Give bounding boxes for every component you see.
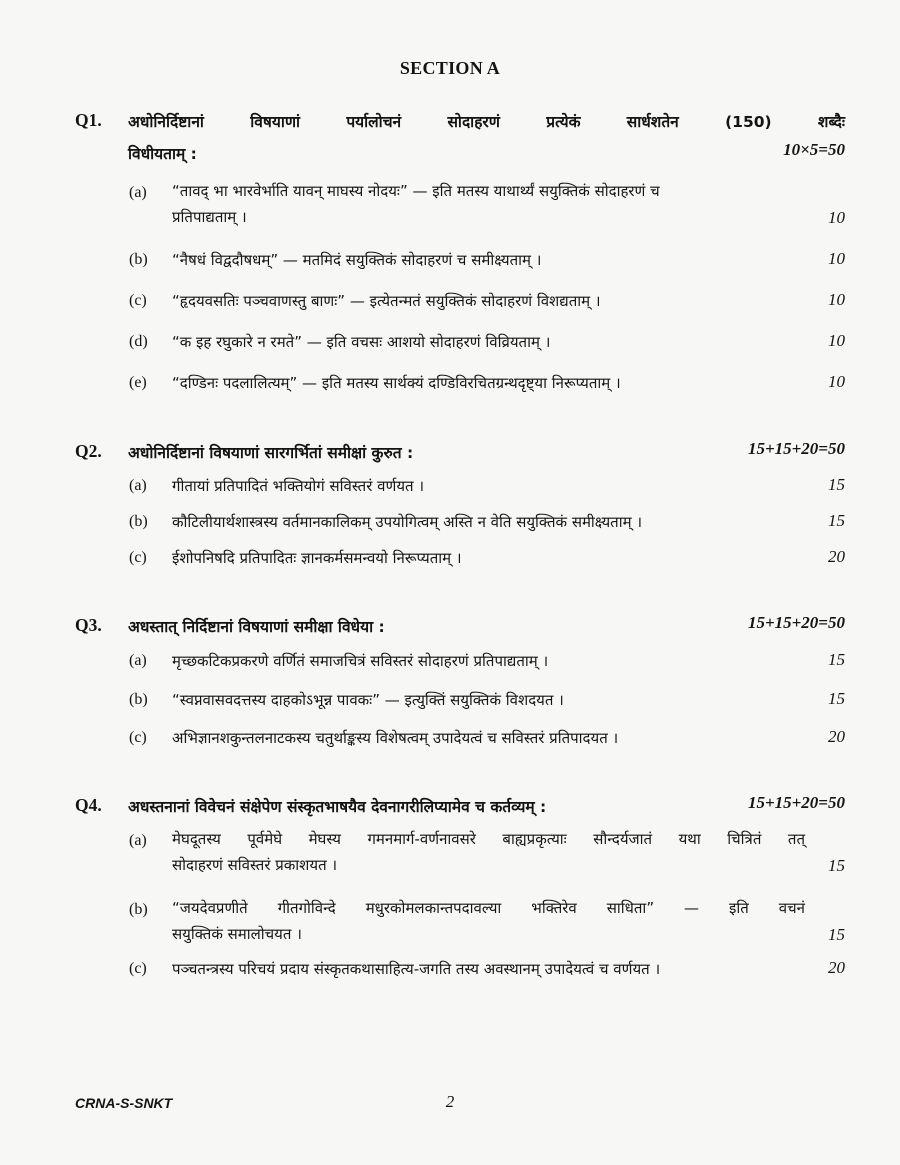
part-label: (b)	[129, 901, 148, 918]
part-label: (e)	[129, 374, 147, 391]
part-marks: 15	[828, 511, 845, 530]
part-text: ईशोपनिषदि प्रतिपादितः ज्ञानकर्मसमन्वयो निरूप्यताम् ।	[172, 549, 462, 567]
question-text-line-1: अधोनिर्दिष्टानां विषयाणां पर्यालोचनं सोदाहरणं प्रत्येकं सार्धशतेन (150) शब्दैः	[128, 113, 845, 131]
section-title: SECTION A	[399, 58, 501, 78]
part-label: (a)	[129, 477, 147, 494]
part-label: (d)	[129, 333, 148, 350]
question-3-part-a	[129, 648, 845, 674]
question-3-part-c	[129, 725, 845, 751]
part-marks: 20	[828, 958, 845, 977]
part-marks: 15	[828, 650, 845, 669]
part-marks: 10	[828, 372, 845, 391]
question-marks: 15+15+20=50	[747, 613, 845, 632]
part-text: “दण्डिनः पदलालित्यम्” — इति मतस्य सार्थक्यं दण्डिविरचितग्रन्थदृष्ट्या निरूप्यताम् ।	[172, 374, 621, 392]
question-text: अधस्तनानां विवेचनं संक्षेपेण संस्कृतभाषयैव देवनागरीलिप्यामेव च कर्तव्यम् :	[128, 798, 547, 816]
part-label: (b)	[129, 691, 148, 708]
part-label: (a)	[129, 832, 147, 849]
part-text-line-2: सोदाहरणं सविस्तरं प्रकाशयत ।	[172, 856, 338, 874]
question-3-part-b	[129, 687, 845, 713]
part-label: (b)	[129, 513, 148, 530]
part-text	[172, 895, 805, 947]
part-label: (c)	[129, 960, 147, 977]
part-marks: 15	[828, 856, 845, 875]
question-text	[128, 106, 845, 170]
question-4-part-b	[129, 895, 845, 949]
question-number: Q1.	[75, 110, 102, 130]
part-text: “स्वप्नवासवदत्तस्य दाहकोऽभून्न पावकः” — इत्युक्तिं सयुक्तिकं विशदयत ।	[172, 691, 564, 709]
part-marks: 10	[828, 290, 845, 309]
question-text: अधस्तात् निर्दिष्टानां विषयाणां समीक्षा विधेया :	[128, 618, 385, 636]
question-2-header	[75, 437, 845, 469]
question-number: Q3.	[75, 615, 102, 635]
question-1-part-b	[129, 247, 845, 273]
part-text: अभिज्ञानशकुन्तलनाटकस्य चतुर्थाङ्कस्य विशेषत्वम् उपादेयत्वं च सविस्तरं प्रतिपादयत ।	[172, 729, 619, 747]
question-4-header	[75, 791, 845, 823]
question-2-part-c	[129, 545, 845, 571]
part-label: (b)	[129, 251, 148, 268]
part-label: (c)	[129, 729, 147, 746]
question-text-line-2: विधीयताम् :	[128, 145, 197, 163]
question-text: अधोनिर्दिष्टानां विषयाणां सारगर्भितां समीक्षां कुरुत :	[128, 444, 414, 462]
part-marks: 20	[828, 727, 845, 746]
question-marks: 10×5=50	[783, 140, 845, 159]
part-text: पञ्चतन्त्रस्य परिचयं प्रदाय संस्कृतकथासाहित्य-जगति तस्य अवस्थानम् उपादेयत्वं च वर्णयत ।	[172, 960, 661, 978]
question-4-part-a	[129, 826, 845, 880]
part-text: मृच्छकटिकप्रकरणे वर्णितं समाजचित्रं सविस्तरं सोदाहरणं प्रतिपाद्यताम् ।	[172, 652, 549, 670]
part-marks: 15	[828, 689, 845, 708]
paper-code: CRNA-S-SNKT	[75, 1095, 173, 1111]
question-marks: 15+15+20=50	[747, 439, 845, 458]
question-1-part-a	[129, 178, 845, 232]
question-number: Q4.	[75, 795, 102, 815]
question-4-part-c	[129, 956, 845, 982]
part-text: “क इह रघुकारे न रमते” — इति वचसः आशयो सोदाहरणं विव्रियताम् ।	[172, 333, 551, 351]
part-label: (c)	[129, 549, 147, 566]
part-text	[172, 178, 805, 230]
part-label: (a)	[129, 184, 147, 201]
part-text: “हृदयवसतिः पञ्चवाणस्तु बाणः” — इत्येतन्मतं सयुक्तिकं सोदाहरणं विशद्यताम् ।	[172, 292, 601, 310]
part-marks: 10	[828, 249, 845, 268]
question-2-part-a	[129, 473, 845, 499]
part-marks: 10	[828, 331, 845, 350]
question-1-header	[75, 106, 845, 170]
question-1-part-e	[129, 370, 845, 396]
question-3-header	[75, 611, 845, 643]
part-text-line-1: “तावद् भा भारवेर्भाति यावन् माघस्य नोदयः” — इति मतस्य याथार्थ्यं सयुक्तिकं सोदाहरणं च	[172, 182, 660, 200]
part-marks: 10	[828, 208, 845, 227]
part-text: गीतायां प्रतिपादितं भक्तियोगं सविस्तरं वर्णयत ।	[172, 477, 425, 495]
part-text: कौटिलीयार्थशास्त्रस्य वर्तमानकालिकम् उपयोगित्वम् अस्ति न वेति सयुक्तिकं समीक्ष्यताम् ।	[172, 513, 643, 531]
question-number: Q2.	[75, 441, 102, 461]
part-text: “नैषधं विद्वदौषधम्” — मतमिदं सयुक्तिकं सोदाहरणं च समीक्ष्यताम् ।	[172, 251, 542, 269]
part-marks: 20	[828, 547, 845, 566]
part-label: (c)	[129, 292, 147, 309]
part-marks: 15	[828, 475, 845, 494]
part-marks: 15	[828, 925, 845, 944]
question-2-part-b	[129, 509, 845, 535]
part-label: (a)	[129, 652, 147, 669]
question-1-part-d	[129, 329, 845, 355]
part-text	[172, 826, 805, 878]
question-marks: 15+15+20=50	[747, 793, 845, 812]
part-text-line-1: “जयदेवप्रणीते गीतगोविन्दे मधुरकोमलकान्तपदावल्या भक्तिरेव साधिता” — इति वचनं	[172, 899, 805, 917]
page-number: 2	[445, 1092, 455, 1111]
question-1-part-c	[129, 288, 845, 314]
part-text-line-1: मेघदूतस्य पूर्वमेघे मेघस्य गमनमार्ग-वर्णनावसरे बाह्यप्रकृत्याः सौन्दर्यजातं यथा चित्रितं तत्	[172, 830, 805, 848]
part-text-line-2: सयुक्तिकं समालोचयत ।	[172, 925, 302, 943]
part-text-line-2: प्रतिपाद्यताम् ।	[172, 208, 247, 226]
